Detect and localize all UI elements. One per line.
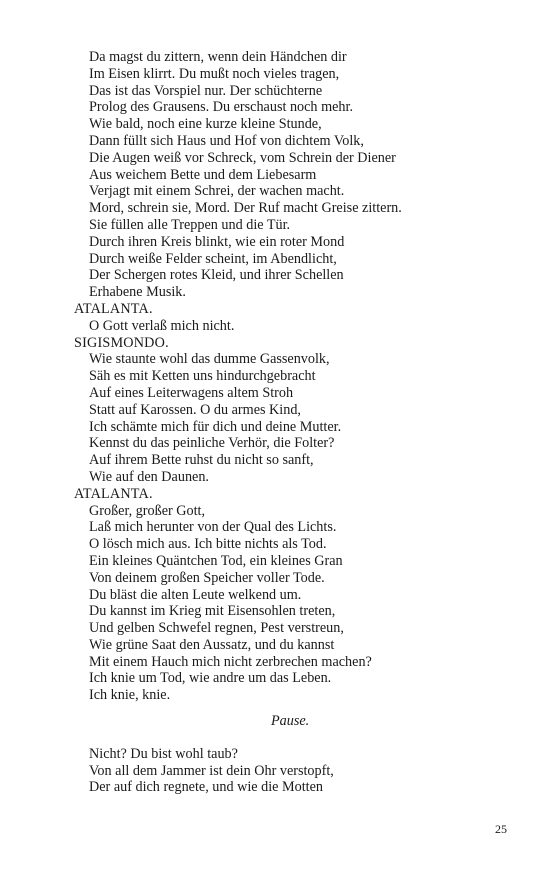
verse-line: Ich schämte mich für dich und deine Mutter. bbox=[89, 418, 342, 435]
verse-line: Der auf dich regnete, und wie die Motten bbox=[89, 779, 324, 796]
verse-line: Mord, schrein sie, Mord. Der Ruf macht Greise zittern. bbox=[89, 200, 402, 217]
verse-block-1 bbox=[74, 49, 514, 301]
verse-line: Mit einem Hauch mich nicht zerbrechen machen? bbox=[89, 653, 372, 670]
verse-line: Im Eisen klirrt. Du mußt noch vieles tragen, bbox=[89, 65, 340, 82]
verse-line: Da magst du zittern, wenn dein Händchen dir bbox=[89, 49, 347, 65]
verse-line: Die Augen weiß vor Schreck, vom Schrein der Diener bbox=[89, 149, 396, 166]
verse-line: Sie füllen alle Treppen und die Tür. bbox=[89, 216, 291, 233]
verse-line: Von deinem großen Speicher voller Tode. bbox=[89, 569, 325, 586]
verse-line: Auf eines Leiterwagens altem Stroh bbox=[89, 384, 294, 401]
speaker-name: SIGISMONDO. bbox=[74, 334, 169, 351]
verse-line: O Gott verlaß mich nicht. bbox=[89, 317, 235, 334]
verse-line: Laß mich herunter von der Qual des Lichts. bbox=[89, 519, 337, 536]
verse-line: O lösch mich aus. Ich bitte nichts als Tod. bbox=[89, 536, 327, 553]
verse-line: Das ist das Vorspiel nur. Der schüchterne bbox=[89, 82, 323, 99]
verse-line: Dann füllt sich Haus und Hof von dichtem Volk, bbox=[89, 132, 364, 149]
play-text bbox=[74, 49, 514, 796]
verse-block-2 bbox=[74, 318, 514, 335]
verse-line: Kennst du das peinliche Verhör, die Folter? bbox=[89, 435, 335, 452]
verse-line: Wie auf den Daunen. bbox=[89, 468, 209, 485]
verse-line: Durch weiße Felder scheint, im Abendlicht, bbox=[89, 250, 337, 267]
verse-line: Ein kleines Quäntchen Tod, ein kleines Gran bbox=[89, 552, 343, 569]
verse-line: Ich knie um Tod, wie andre um das Leben. bbox=[89, 670, 332, 687]
verse-line: Du bläst die alten Leute welkend um. bbox=[89, 586, 302, 603]
verse-line: Du kannst im Krieg mit Eisensohlen treten, bbox=[89, 603, 336, 620]
verse-line: Durch ihren Kreis blinkt, wie ein roter Mond bbox=[89, 233, 345, 250]
verse-line: Wie staunte wohl das dumme Gassenvolk, bbox=[89, 351, 330, 368]
verse-line: Prolog des Grausens. Du erschaust noch mehr. bbox=[89, 99, 353, 116]
verse-line: Der Schergen rotes Kleid, und ihrer Schellen bbox=[89, 267, 344, 284]
verse-line: Auf ihrem Bette ruhst du nicht so sanft, bbox=[89, 452, 314, 469]
verse-line: Erhabene Musik. bbox=[89, 284, 186, 301]
verse-line: Wie grüne Saat den Aussatz, und du kannst bbox=[89, 636, 335, 653]
verse-line: Säh es mit Ketten uns hindurchgebracht bbox=[89, 368, 316, 385]
verse-line: Verjagt mit einem Schrei, der wachen macht. bbox=[89, 183, 345, 200]
speaker-name: ATALANTA. bbox=[74, 485, 153, 502]
verse-line: Aus weichem Bette und dem Liebesarm bbox=[89, 166, 317, 183]
stage-direction: Pause. bbox=[271, 713, 310, 730]
verse-block-4 bbox=[74, 503, 514, 705]
verse-line: Großer, großer Gott, bbox=[89, 502, 206, 519]
verse-line: Und gelben Schwefel regnen, Pest verstreun, bbox=[89, 620, 344, 637]
verse-line: Nicht? Du bist wohl taub? bbox=[89, 745, 238, 762]
verse-line: Wie bald, noch eine kurze kleine Stunde, bbox=[89, 116, 322, 133]
page-number: 25 bbox=[495, 822, 507, 836]
speaker-name: ATALANTA. bbox=[74, 300, 153, 317]
verse-block-5 bbox=[74, 746, 514, 796]
verse-line: Ich knie, knie. bbox=[89, 687, 171, 704]
verse-line: Statt auf Karossen. O du armes Kind, bbox=[89, 401, 301, 418]
verse-block-3 bbox=[74, 351, 514, 485]
verse-line: Von all dem Jammer ist dein Ohr verstopft, bbox=[89, 762, 334, 779]
